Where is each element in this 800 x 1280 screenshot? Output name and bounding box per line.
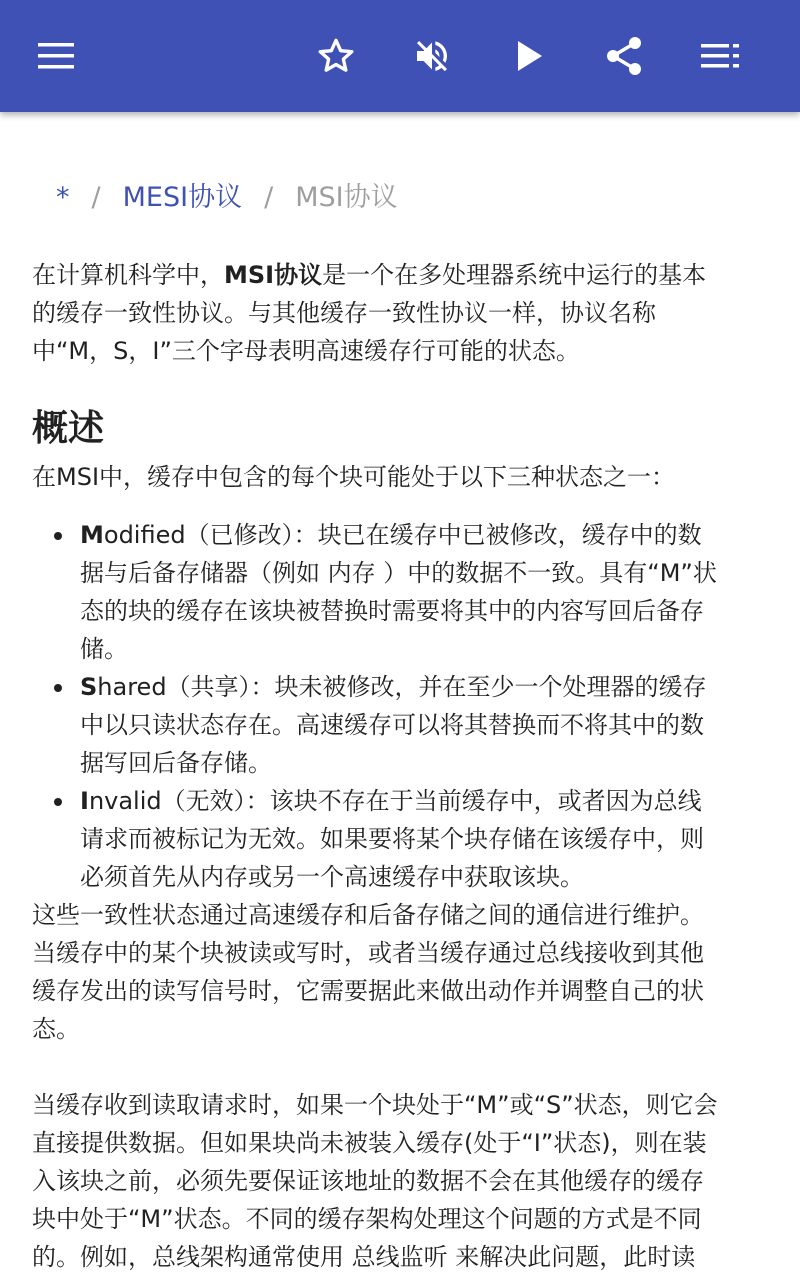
state-text: hared（共享）：块未被修改，并在至少一个处理器的缓存 [97, 673, 707, 701]
state-letter: M [80, 521, 104, 549]
share-button[interactable] [596, 28, 652, 84]
breadcrumb [32, 178, 764, 218]
menu-button[interactable] [28, 28, 84, 84]
state-letter: S [80, 673, 98, 701]
state-text: 态的块的缓存在该块被替换时需要将其中的内容写回后备存 [80, 597, 704, 625]
paragraph-text: 块中处于“M”状态。不同的缓存架构处理这个问题的方式是不同 [32, 1205, 702, 1233]
state-text: nvalid（无效）：该块不存在于当前缓存中，或者因为总线 [88, 787, 702, 815]
paragraph-text: 的。例如，总线架构通常使用 总线监听 来解决此问题，此时读 [32, 1243, 696, 1271]
state-text: 请求而被标记为无效。如果要将某个块存储在该缓存中，则 [80, 825, 704, 853]
app-bar [0, 0, 800, 112]
section-heading-overview: 概述 [32, 408, 105, 449]
read-request-paragraph [32, 1086, 764, 1276]
paragraph-text: 直接提供数据。但如果块尚未被装入缓存(处于“I”状态)，则在装 [32, 1129, 707, 1157]
volume-off-icon [412, 36, 452, 76]
intro-term: MSI协议 [224, 261, 323, 289]
intro-text: 是一个在多处理器系统中运行的基本 [322, 261, 707, 289]
paragraph-text: 当缓存收到读取请求时，如果一个块处于“M”或“S”状态，则它会 [32, 1091, 718, 1119]
article-content [32, 112, 764, 1276]
overview-intro: 在MSI中，缓存中包含的每个块可能处于以下三种状态之一： [32, 463, 676, 491]
intro-text: 的缓存一致性协议。与其他缓存一致性协议一样，协议名称 [32, 299, 656, 327]
breadcrumb-separator: / [91, 182, 101, 213]
paragraph-text: 态。 [32, 1015, 80, 1043]
state-text: 必须首先从内存或另一个高速缓存中获取该块。 [80, 863, 584, 891]
breadcrumb-current: MSI协议 [295, 182, 398, 213]
intro-text: 在计算机科学中， [32, 261, 224, 289]
state-letter: I [80, 787, 89, 815]
state-text: 据写回后备存储。 [80, 749, 272, 777]
list-item [80, 668, 764, 782]
playlist-icon [701, 44, 739, 68]
intro-text: 中“M，S，I”三个字母表明高速缓存行可能的状态。 [32, 337, 580, 365]
list-item [80, 782, 764, 896]
share-icon [604, 36, 644, 76]
paragraph-text: 当缓存中的某个块被读或写时，或者当缓存通过总线接收到其他 [32, 939, 704, 967]
intro-paragraph [32, 256, 764, 370]
play-icon [515, 39, 545, 73]
state-text: odified（已修改）：块已在缓存中已被修改，缓存中的数 [103, 521, 702, 549]
maintenance-paragraph [32, 896, 764, 1048]
play-button[interactable] [502, 28, 558, 84]
contents-button[interactable] [692, 28, 748, 84]
paragraph-text: 入该块之前，必须先要保证该地址的数据不会在其他缓存的缓存 [32, 1167, 704, 1195]
breadcrumb-separator: / [264, 182, 274, 213]
paragraph-text: 缓存发出的读写信号时，它需要据此来做出动作并调整自己的状 [32, 977, 704, 1005]
bookmark-button[interactable] [308, 28, 364, 84]
star-outline-icon [316, 36, 356, 76]
breadcrumb-home-link[interactable]: * [56, 182, 70, 213]
mute-button[interactable] [404, 28, 460, 84]
menu-icon [38, 43, 74, 69]
state-text: 储。 [80, 635, 128, 663]
state-text: 据与后备存储器（例如 内存 ）中的数据不一致。具有“M”状 [80, 559, 717, 587]
paragraph-text: 这些一致性状态通过高速缓存和后备存储之间的通信进行维护。 [32, 901, 704, 929]
state-list [32, 516, 764, 896]
list-item [80, 516, 764, 668]
breadcrumb-parent-link[interactable]: MESI协议 [122, 182, 243, 213]
state-text: 中以只读状态存在。高速缓存可以将其替换而不将其中的数 [80, 711, 704, 739]
